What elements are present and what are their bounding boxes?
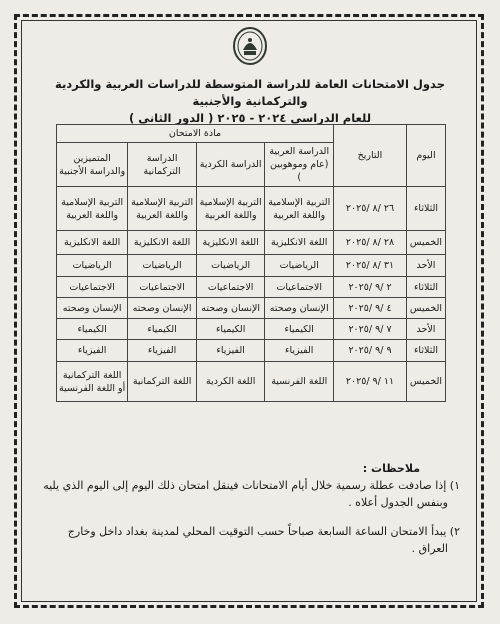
page-title bbox=[30, 76, 470, 127]
cell-kurdish: الإنسان وصحته bbox=[196, 298, 265, 319]
header-arabic-sub: (عام وموهوبين ) bbox=[270, 159, 329, 183]
table-row bbox=[57, 231, 446, 255]
note-1-line-2: وبنفس الجدول أعلاه . bbox=[348, 496, 448, 509]
cell-arabic: التربية الإسلامية واللغة العربية bbox=[265, 187, 334, 231]
cell-date: ٤ /٩ /٢٠٢٥ bbox=[334, 298, 407, 319]
note-2-line-1: ٢) يبدأ الامتحان الساعة السابعة صباحاً حسب التوقيت المحلي لمدينة بغداد داخل وخارج bbox=[67, 525, 460, 538]
cell-foreign: الفيزياء bbox=[57, 340, 128, 362]
header-date: التاريخ bbox=[334, 125, 407, 187]
exam-schedule-table bbox=[56, 124, 446, 402]
cell-arabic: الكيمياء bbox=[265, 319, 334, 340]
cell-kurdish: التربية الإسلامية واللغة العربية bbox=[196, 187, 265, 231]
cell-day: الثلاثاء bbox=[407, 340, 446, 362]
table-row bbox=[57, 187, 446, 231]
cell-arabic: اللغة الفرنسية bbox=[265, 362, 334, 402]
cell-date: ٢ /٩ /٢٠٢٥ bbox=[334, 277, 407, 298]
table-row bbox=[57, 298, 446, 319]
table-row bbox=[57, 319, 446, 340]
cell-day: الخميس bbox=[407, 231, 446, 255]
cell-day: الثلاثاء bbox=[407, 187, 446, 231]
cell-kurdish: اللغة الانكليزية bbox=[196, 231, 265, 255]
header-arabic bbox=[265, 143, 334, 187]
cell-date: ١١ /٩ /٢٠٢٥ bbox=[334, 362, 407, 402]
cell-turkmen: الفيزياء bbox=[128, 340, 197, 362]
cell-turkmen: الاجتماعيات bbox=[128, 277, 197, 298]
cell-kurdish: الفيزياء bbox=[196, 340, 265, 362]
header-arabic-label: الدراسة العربية bbox=[269, 146, 330, 157]
cell-turkmen: الإنسان وصحته bbox=[128, 298, 197, 319]
cell-day: الثلاثاء bbox=[407, 277, 446, 298]
cell-date: ٩ /٩ /٢٠٢٥ bbox=[334, 340, 407, 362]
cell-turkmen: اللغة الانكليزية bbox=[128, 231, 197, 255]
cell-arabic: الإنسان وصحته bbox=[265, 298, 334, 319]
notes-heading: ملاحظات : bbox=[362, 462, 420, 475]
cell-arabic: الرياضيات bbox=[265, 255, 334, 277]
cell-day: الأحد bbox=[407, 255, 446, 277]
table-row bbox=[57, 340, 446, 362]
note-2-line-2: العراق . bbox=[411, 542, 448, 555]
cell-foreign: الرياضيات bbox=[57, 255, 128, 277]
cell-day: الخميس bbox=[407, 298, 446, 319]
header-kurdish: الدراسة الكردية bbox=[196, 143, 265, 187]
cell-date: ٧ /٩ /٢٠٢٥ bbox=[334, 319, 407, 340]
cell-foreign: التربية الإسلامية واللغة العربية bbox=[57, 187, 128, 231]
cell-kurdish: اللغة الكردية bbox=[196, 362, 265, 402]
cell-arabic: الفيزياء bbox=[265, 340, 334, 362]
notes-section bbox=[30, 460, 460, 557]
title-line-1: جدول الامتحانات العامة للدراسة المتوسطة للدراسات العربية والكردية والتركمانية والأجنبية bbox=[55, 77, 445, 108]
header-day: اليوم bbox=[407, 125, 446, 187]
cell-foreign: الإنسان وصحته bbox=[57, 298, 128, 319]
cell-foreign: اللغة التركمانية أو اللغة الفرنسية bbox=[57, 362, 128, 402]
table-row bbox=[57, 362, 446, 402]
cell-foreign: الكيمياء bbox=[57, 319, 128, 340]
ministry-emblem-icon bbox=[232, 26, 268, 66]
cell-turkmen: اللغة التركمانية bbox=[128, 362, 197, 402]
header-subject: مادة الامتحان bbox=[57, 125, 334, 143]
cell-day: الخميس bbox=[407, 362, 446, 402]
cell-foreign: اللغة الانكليزية bbox=[57, 231, 128, 255]
note-1-line-1: ١) إذا صادفت عطلة رسمية خلال أيام الامتحانات فينقل امتحان ذلك اليوم إلى اليوم الذي يليه bbox=[43, 479, 460, 492]
cell-date: ٣١ /٨ /٢٠٢٥ bbox=[334, 255, 407, 277]
cell-kurdish: الرياضيات bbox=[196, 255, 265, 277]
cell-day: الأحد bbox=[407, 319, 446, 340]
table-row bbox=[57, 255, 446, 277]
cell-turkmen: التربية الإسلامية واللغة العربية bbox=[128, 187, 197, 231]
header-foreign: المتميزين والدراسة الأجنبية bbox=[57, 143, 128, 187]
header-turkmen: الدراسة التركمانية bbox=[128, 143, 197, 187]
cell-arabic: اللغة الانكليزية bbox=[265, 231, 334, 255]
cell-foreign: الاجتماعيات bbox=[57, 277, 128, 298]
cell-kurdish: الاجتماعيات bbox=[196, 277, 265, 298]
cell-date: ٢٦ /٨ /٢٠٢٥ bbox=[334, 187, 407, 231]
cell-turkmen: الكيمياء bbox=[128, 319, 197, 340]
cell-date: ٢٨ /٨ /٢٠٢٥ bbox=[334, 231, 407, 255]
cell-turkmen: الرياضيات bbox=[128, 255, 197, 277]
table-row bbox=[57, 277, 446, 298]
cell-arabic: الاجتماعيات bbox=[265, 277, 334, 298]
title-line-2: للعام الدراسي ٢٠٢٤ - ٢٠٢٥ ( الدور الثاني ) bbox=[128, 111, 372, 125]
cell-kurdish: الكيمياء bbox=[196, 319, 265, 340]
